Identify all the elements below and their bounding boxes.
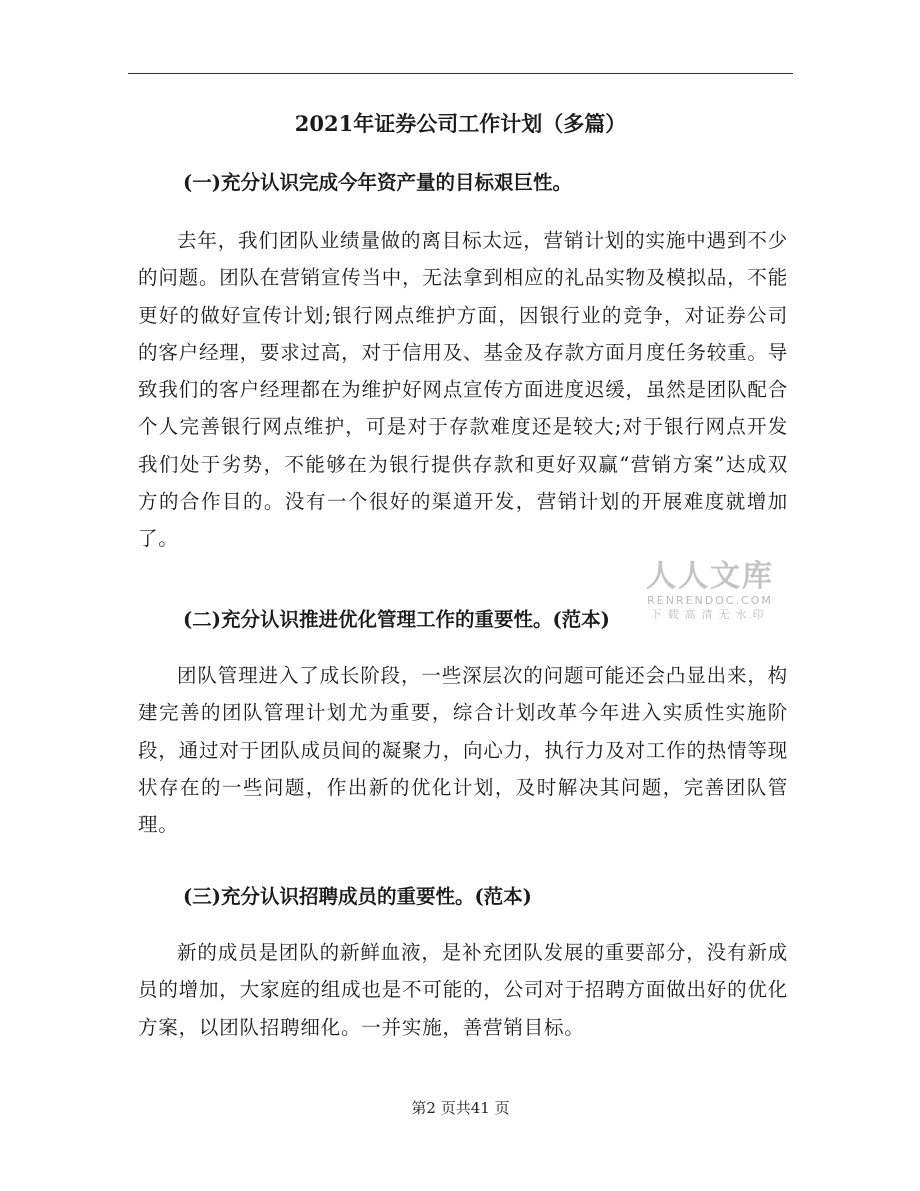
section-body-2: 团队管理进入了成长阶段，一些深层次的问题可能还会凸显出来，构建完善的团队管理计划尤为重要，综合计划改革今年进入实质性实施阶段，通过对于团队成员间的凝聚力，向心力，执行力及对工作的热情等现状存在的一些问题，作出新的优化计划，及时解决其问题，完善团队管理。 (138, 664, 788, 837)
watermark (640, 560, 780, 622)
watermark-logo: 人人文库 (646, 559, 774, 594)
header-rule (128, 73, 793, 74)
document-title: 2021年证券公司工作计划（多篇） (294, 111, 627, 136)
section-heading-3: (三)充分认识招聘成员的重要性。(范本) (183, 885, 532, 908)
watermark-domain: RENRENDOC.COM (647, 594, 773, 607)
section-heading-2: (二)充分认识推进优化管理工作的重要性。(范本) (183, 608, 610, 631)
section-body-3: 新的成员是团队的新鲜血液，是补充团队发展的重要部分，没有新成员的增加，大家庭的组成也是不可能的，公司对于招聘方面做出好的优化方案，以团队招聘细化。一并实施，善营销目标。 (138, 941, 788, 1039)
section-heading-1: (一)充分认识完成今年资产量的目标艰巨性。 (183, 171, 572, 194)
watermark-slogan: 下载高清无水印 (650, 608, 770, 621)
page-number-footer: 第2 页共41 页 (411, 1099, 510, 1117)
section-body-1: 去年，我们团队业绩量做的离目标太远，营销计划的实施中遇到不少的问题。团队在营销宣传当中，无法拿到相应的礼品实物及模拟品，不能更好的做好宣传计划;银行网点维护方面，因银行业的竞争，对证券公司的客户经理，要求过高，对于信用及、基金及存款方面月度任务较重。导致我们的客户经理都在为维护好网点宣传方面进度迟缓，虽然是团队配合个人完善银行网点维护，可是对于存款难度还是较大;对于银行网点开发我们处于劣势，不能够在为银行提供存款和更好双赢“营销方案”达成双方的合作目的。没有一个很好的渠道开发，营销计划的开展难度就增加了。 (138, 229, 788, 551)
